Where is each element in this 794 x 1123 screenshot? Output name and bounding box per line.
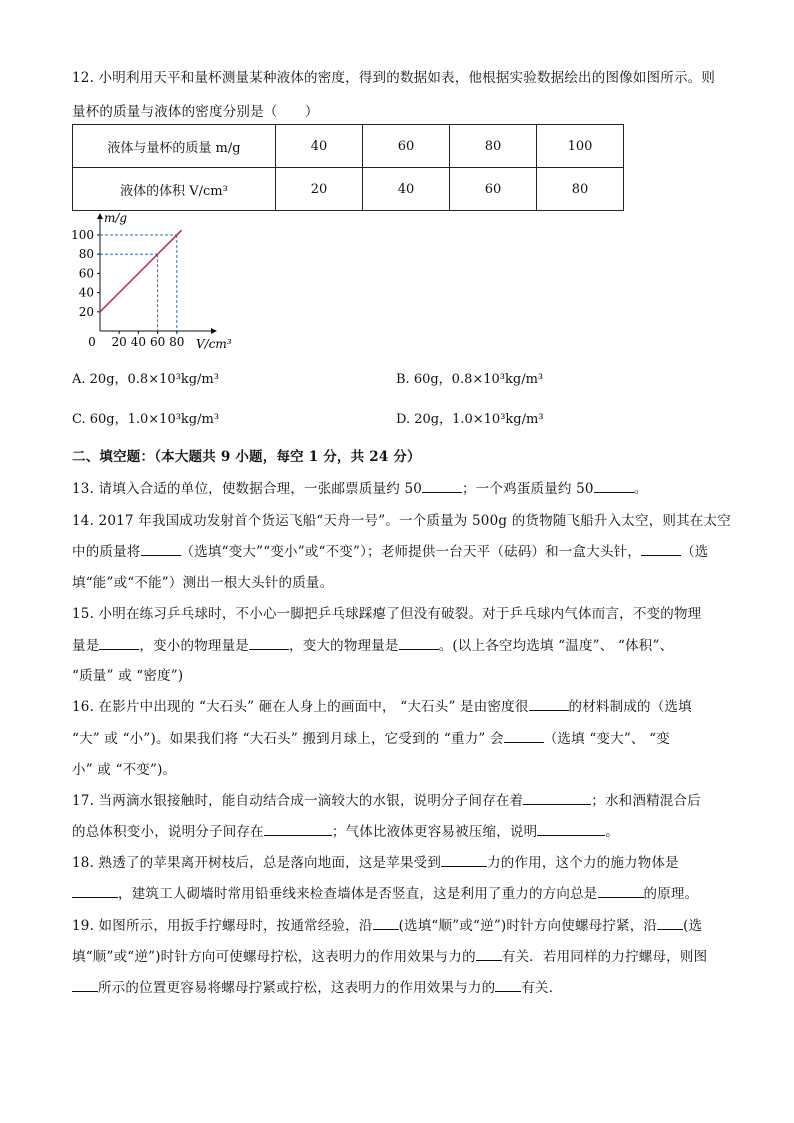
table-cell: 100 (537, 125, 624, 168)
answer-blank[interactable] (537, 823, 605, 836)
q16-text-d: （选填 “变大”、 “变 (543, 731, 670, 747)
q18-text-b: 力的作用，这个力的施力物体是 (487, 855, 679, 871)
table-row (73, 168, 624, 211)
answer-blank[interactable] (441, 854, 487, 867)
q15-line-2 (72, 634, 673, 654)
q19-text-e: 有关．若用同样的力拧螺母，则图 (501, 949, 708, 965)
q13-line (72, 477, 647, 497)
q17-text-e: 。 (605, 824, 620, 840)
mass-volume-graph (66, 206, 256, 356)
q15-text-b: ，变小的物理量是 (139, 638, 250, 654)
q16-line-2 (72, 727, 670, 747)
q15-line-1: 15. 小明在练习乒乓球时，不小心一脚把乒乓球踩瘪了但没有破裂。对于乒乓球内气体而言，不变的物理 (72, 606, 702, 622)
q14-text-b: （选填“变大”“变小”或“不变”）；老师提供一台天平（砝码）和一盒大头针， (180, 544, 642, 560)
q16-text-c: “大” 或 “小”)。如果我们将 “大石头” 搬到月球上，它受到的 “重力” 会 (72, 731, 504, 747)
q17-line-1 (72, 789, 701, 809)
q12-line-1: 12. 小明利用天平和量杯测量某种液体的密度，得到的数据如表，他根据实验数据绘出的图像如图所示。则 (72, 70, 716, 86)
q16-line-3: 小” 或 “不变”)。 (72, 762, 177, 778)
answer-blank[interactable] (399, 637, 439, 650)
q13-text-a: 13. 请填入合适的单位，使数据合理，一张邮票质量约 50 (72, 481, 423, 497)
table-cell: 80 (450, 125, 537, 168)
q15-text-d: 。(以上各空均选填 “温度”、 “体积”、 (438, 638, 674, 654)
answer-blank[interactable] (72, 885, 118, 898)
answer-blank[interactable] (422, 480, 462, 493)
table-cell: 60 (363, 125, 450, 168)
x-tick-label: 80 (169, 335, 185, 349)
answer-blank[interactable] (249, 637, 289, 650)
series-line (100, 230, 182, 312)
table-cell: 60 (450, 168, 537, 211)
x-axis-label: V/cm³ (196, 337, 232, 351)
option-c-text: C. 60g，1.0×10³kg/m³ (72, 412, 220, 427)
table-row-label: 液体与量杯的质量 m/g (73, 125, 276, 168)
q18-line-2 (72, 882, 698, 902)
q17-text-c: 的总体积变小，说明分子间存在 (72, 824, 264, 840)
q15-line-3: “质量” 或 “密度”) (72, 668, 184, 684)
answer-blank[interactable] (598, 885, 644, 898)
q18-text-a: 18. 熟透了的苹果离开树枝后，总是落向地面，这是苹果受到 (72, 855, 442, 871)
option-c[interactable] (72, 408, 219, 427)
answer-blank[interactable] (264, 823, 332, 836)
answer-blank[interactable] (529, 698, 569, 711)
answer-blank[interactable] (504, 730, 544, 743)
q17-text-b: ；水和酒精混合后 (591, 793, 701, 809)
option-a-text: A. 20g，0.8×10³kg/m³ (72, 372, 219, 387)
q14-line-3: 填“能”或“不能”）测出一根大头针的质量。 (72, 575, 334, 591)
answer-blank[interactable] (495, 979, 521, 992)
q14-text-a: 中的质量将 (72, 544, 141, 560)
q19-text-c: (选 (683, 918, 703, 934)
option-b-text: B. 60g，0.8×10³kg/m³ (396, 372, 544, 387)
x-tick-label: 20 (111, 335, 127, 349)
answer-blank[interactable] (657, 917, 683, 930)
q18-text-c: ，建筑工人砌墙时常用铅垂线来检查墙体是否竖直，这是利用了重力的方向总是 (118, 886, 598, 902)
y-tick-label: 60 (78, 266, 94, 281)
answer-blank[interactable] (72, 979, 98, 992)
q14-line-2 (72, 540, 708, 560)
data-table (72, 124, 624, 211)
q15-text-c: ，变大的物理量是 (289, 638, 399, 654)
q17-line-2 (72, 820, 619, 840)
q18-text-d: 的原理。 (643, 886, 699, 902)
q16-text-b: 的材料制成的（选填 (568, 699, 692, 715)
q15-text-a: 量是 (72, 638, 100, 654)
section-heading: 二、填空题：（本大题共 9 小题，每空 1 分，共 24 分） (72, 449, 421, 465)
q19-line-2 (72, 945, 707, 965)
q13-text-b: ；一个鸡蛋质量约 50 (462, 481, 594, 497)
q19-line-1 (72, 914, 702, 934)
answer-blank[interactable] (476, 948, 502, 961)
answer-blank[interactable] (594, 480, 634, 493)
q14-text-c: （选 (681, 544, 709, 560)
table-cell: 40 (276, 125, 363, 168)
table-cell: 20 (276, 168, 363, 211)
answer-blank[interactable] (641, 543, 681, 556)
q19-text-a: 19. 如图所示，用扳手拧螺母时，按通常经验，沿 (72, 918, 373, 934)
q19-text-g: 有关． (521, 980, 563, 996)
q12-line-2: 量杯的质量与液体的密度分别是（ ） (72, 104, 319, 120)
y-tick-label: 100 (71, 228, 94, 242)
option-d[interactable] (396, 408, 544, 427)
q19-text-f: 所示的位置更容易将螺母拧紧或拧松，这表明力的作用效果与力的 (98, 980, 496, 996)
q17-text-a: 17. 当两滴水银接触时，能自动结合成一滴较大的水银，说明分子间存在着 (72, 793, 524, 809)
origin-label: 0 (88, 335, 96, 349)
y-tick-label: 80 (78, 247, 94, 262)
x-tick-label: 40 (130, 335, 147, 349)
q18-line-1 (72, 851, 679, 871)
q19-text-b: (选填“顺”或“逆”)时针方向使螺母拧紧，沿 (398, 918, 658, 934)
q17-text-d: ；气体比液体更容易被压缩，说明 (331, 824, 538, 840)
option-d-text: D. 20g，1.0×10³kg/m³ (396, 412, 544, 427)
answer-blank[interactable] (373, 917, 399, 930)
table-cell: 80 (537, 168, 624, 211)
q16-text-a: 16. 在影片中出现的 “大石头” 砸在人身上的画面中， “大石头” 是由密度很 (72, 699, 529, 715)
y-axis-label: m/g (104, 211, 128, 225)
q19-line-3 (72, 976, 562, 996)
table-cell: 40 (363, 168, 450, 211)
answer-blank[interactable] (141, 543, 181, 556)
q13-text-c: 。 (633, 481, 648, 497)
q19-text-d: 填“顺”或“逆”)时针方向可使螺母拧松，这表明力的作用效果与力的 (72, 949, 476, 965)
answer-blank[interactable] (523, 792, 591, 805)
answer-blank[interactable] (99, 637, 139, 650)
y-tick-label: 20 (78, 304, 94, 319)
x-tick-label: 60 (149, 335, 166, 349)
q16-line-1 (72, 695, 692, 715)
y-tick-label: 40 (78, 285, 94, 300)
q14-line-1: 14. 2017 年我国成功发射首个货运飞船“天舟一号”。一个质量为 500g 的货物随飞船升入太空，则其在太空 (72, 513, 731, 529)
table-row (73, 125, 624, 168)
table-row-label: 液体的体积 V/cm³ (73, 168, 276, 211)
option-b[interactable] (396, 368, 543, 387)
option-a[interactable] (72, 368, 219, 387)
